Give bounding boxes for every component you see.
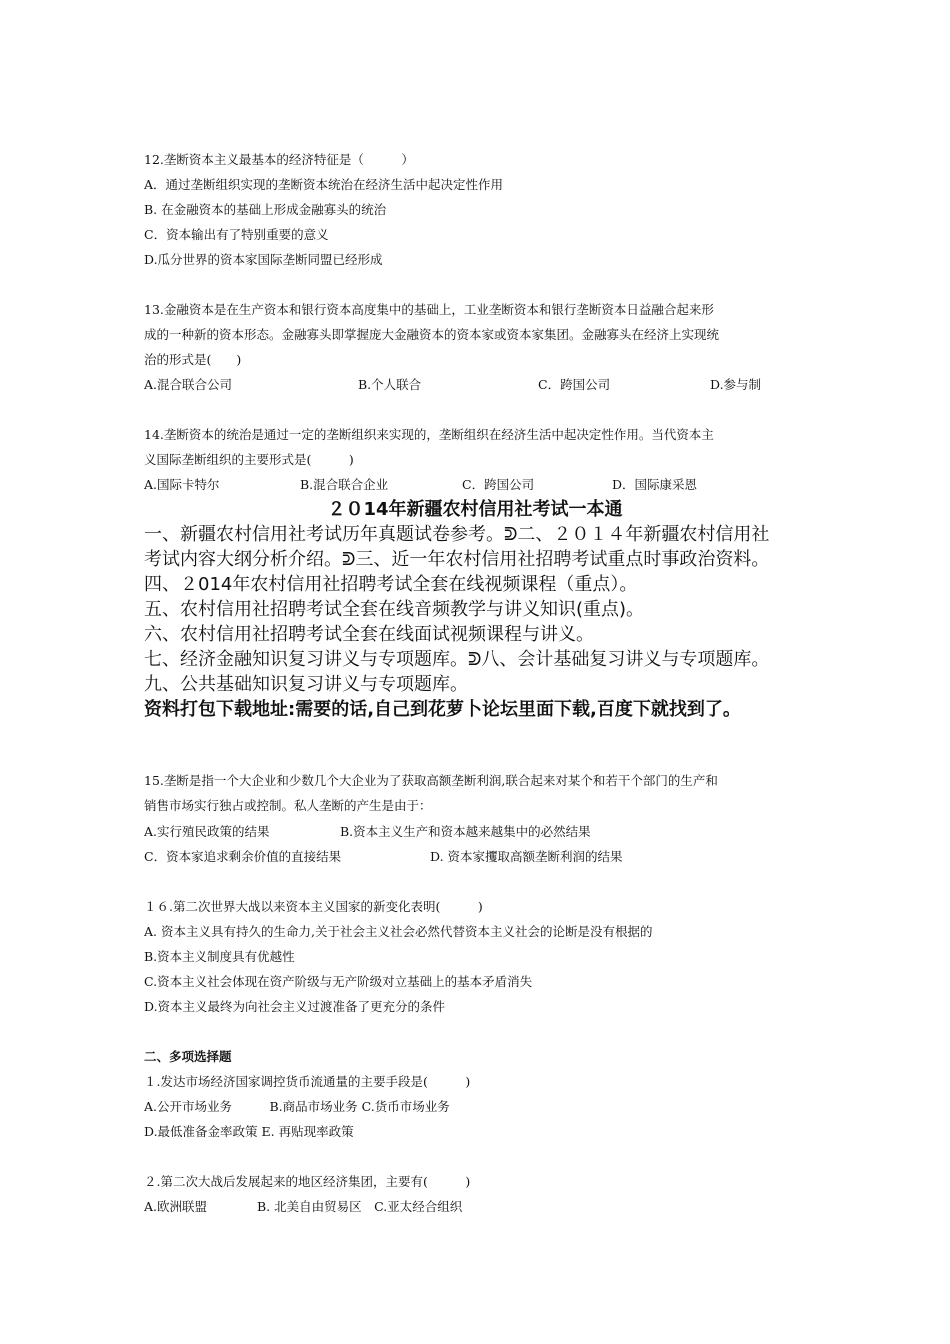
q12-option-c: C．资本输出有了特别重要的意义 (144, 227, 329, 242)
q13-stem-line1: 13.金融资本是在生产资本和银行资本高度集中的基础上，工业垄断资本和银行垄断资本日益融合起来形 (144, 302, 714, 317)
q12-stem: 12.垄断资本主义最基本的经济特征是（ ） (144, 152, 414, 167)
ad-line-2: 考试内容大纲分析介绍。ᕲ三、近一年农村信用社招聘考试重点时事政治资料。 (144, 549, 770, 570)
q12-option-d: D.瓜分世界的资本家国际垄断同盟已经形成 (144, 252, 383, 267)
ad-download-link: 资料打包下载地址:需要的话,自己到花萝卜论坛里面下载,百度下就找到了。 (144, 699, 741, 720)
q12-option-a: A．通过垄断组织实现的垄断资本统治在经济生活中起决定性作用 (144, 177, 504, 192)
m2-options-line1: A.欧洲联盟 B. 北美自由贸易区 C.亚太经合组织 (144, 1199, 463, 1214)
section-heading-multiple-choice: 二、多项选择题 (144, 1049, 232, 1064)
q14-option-d: D．国际康采恩 (612, 477, 698, 492)
q13-stem-line3: 治的形式是( ) (144, 352, 242, 367)
q15-option-a: A.实行殖民政策的结果 (144, 824, 270, 839)
m1-stem: １.发达市场经济国家调控货币流通量的主要手段是( ) (144, 1074, 471, 1089)
ad-line-6: 七、经济金融知识复习讲义与专项题库。ᕲ八、会计基础复习讲义与专项题库。 (144, 649, 770, 670)
q14-option-b: B.混合联合企业 (300, 477, 389, 492)
ad-line-4: 五、农村信用社招聘考试全套在线音频教学与讲义知识(重点)。 (144, 599, 645, 620)
q16-stem: １６.第二次世界大战以来资本主义国家的新变化表明( ) (144, 899, 483, 914)
q15-option-b: B.资本主义生产和资本越来越集中的必然结果 (340, 824, 591, 839)
q16-option-d: D.资本主义最终为向社会主义过渡准备了更充分的条件 (144, 999, 446, 1014)
q14-stem-line2: 义国际垄断组织的主要形式是( ) (144, 452, 354, 467)
q13-option-d: D.参与制 (710, 377, 762, 392)
q15-stem-line2: 销售市场实行独占或控制。私人垄断的产生是由于： (144, 798, 432, 813)
ad-line-3: 四、２014年农村信用社招聘考试全套在线视频课程（重点）。 (144, 574, 638, 595)
q14-stem-line1: 14.垄断资本的统治是通过一定的垄断组织来实现的，垄断组织在经济生活中起决定性作用。当代资本主 (144, 427, 714, 442)
q15-option-c: C．资本家追求剩余价值的直接结果 (144, 849, 342, 864)
q14-option-a: A.国际卡特尔 (144, 477, 220, 492)
q16-option-c: C.资本主义社会体现在资产阶级与无产阶级对立基础上的基本矛盾消失 (144, 974, 533, 989)
q14-option-c: C．跨国公司 (462, 477, 535, 492)
ad-line-5: 六、农村信用社招聘考试全套在线面试视频课程与讲义。 (144, 624, 594, 645)
q13-option-b: B.个人联合 (358, 377, 422, 392)
q15-option-d: D. 资本家攫取高额垄断利润的结果 (430, 849, 623, 864)
ad-line-1: 一、新疆农村信用社考试历年真题试卷参考。ᕲ二、２０１４年新疆农村信用社 (144, 524, 770, 545)
ad-title: ２０14年新疆农村信用社考试一本通 (327, 499, 623, 520)
q13-option-a: A.混合联合公司 (144, 377, 233, 392)
m1-options-line2: D.最低准备金率政策 E. 再贴现率政策 (144, 1124, 354, 1139)
q15-stem-line1: 15.垄断是指一个大企业和少数几个大企业为了获取高额垄断利润,联合起来对某个和若干个部门的生产和 (144, 773, 718, 788)
q13-option-c: C．跨国公司 (538, 377, 611, 392)
q12-option-b: B. 在金融资本的基础上形成金融寡头的统治 (144, 202, 387, 217)
q16-option-b: B.资本主义制度具有优越性 (144, 949, 295, 964)
m2-stem: ２.第二次大战后发展起来的地区经济集团，主要有( ) (144, 1174, 471, 1189)
m1-options-line1: A.公开市场业务 B.商品市场业务 C.货币市场业务 (144, 1099, 450, 1114)
q16-option-a: A. 资本主义具有持久的生命力,关于社会主义社会必然代替资本主义社会的论断是没有根据的 (144, 924, 653, 939)
q13-stem-line2: 成的一种新的资本形态。金融寡头即掌握庞大金融资本的资本家或资本家集团。金融寡头在经济上实现统 (144, 327, 720, 342)
ad-line-7: 九、公共基础知识复习讲义与专项题库。 (144, 674, 468, 695)
